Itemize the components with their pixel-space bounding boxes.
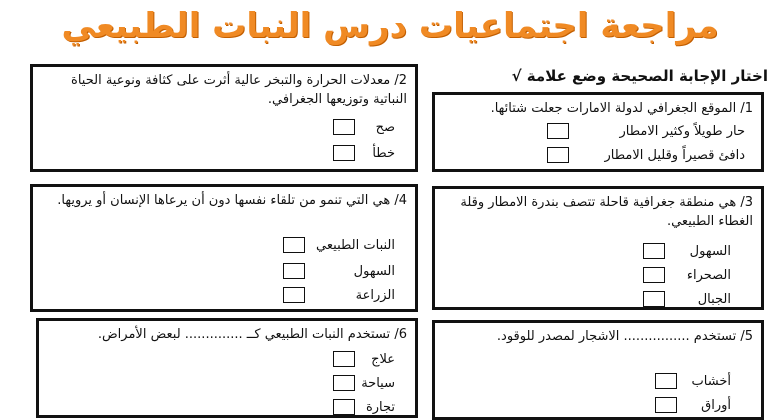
answer-checkbox[interactable] xyxy=(643,243,665,259)
question-text: 6/ تستخدم النبات الطبيعي كــ .............. لبعض الأمراض. xyxy=(97,327,407,342)
question-box-5 xyxy=(432,320,764,420)
option-label: النبات الطبيعي xyxy=(316,238,395,253)
option-label: علاج xyxy=(371,352,395,367)
answer-option xyxy=(445,123,745,141)
question-text: 2/ معدلات الحرارة والتبخر عالية أثرت على كثافة ونوعية الحياة النباتية وتوزيعها الجغرافي. xyxy=(71,73,407,107)
answer-checkbox[interactable] xyxy=(283,237,305,253)
answer-option xyxy=(195,145,395,163)
option-label: السهول xyxy=(689,244,731,259)
option-label: السهول xyxy=(353,264,395,279)
answer-checkbox[interactable] xyxy=(333,399,355,415)
question-box-1 xyxy=(432,92,764,172)
answer-option xyxy=(471,267,731,285)
question-box-2 xyxy=(30,64,418,172)
answer-checkbox[interactable] xyxy=(333,375,355,391)
answer-checkbox[interactable] xyxy=(547,123,569,139)
answer-checkbox[interactable] xyxy=(333,119,355,135)
question-box-6 xyxy=(36,318,418,418)
answer-checkbox[interactable] xyxy=(547,147,569,163)
question-text: 3/ هي منطقة جغرافية قاحلة تتصف بندرة الامطار وقلة الغطاء الطبيعي. xyxy=(460,195,753,229)
answer-option xyxy=(471,397,731,415)
answer-checkbox[interactable] xyxy=(283,287,305,303)
answer-option xyxy=(471,373,731,391)
answer-option xyxy=(445,147,745,165)
answer-checkbox[interactable] xyxy=(643,291,665,307)
answer-checkbox[interactable] xyxy=(655,373,677,389)
option-label: صح xyxy=(375,120,395,135)
answer-option xyxy=(195,263,395,281)
option-label: دافئ قصيراً وقليل الامطار xyxy=(604,148,745,163)
answer-option xyxy=(195,351,395,369)
answer-option xyxy=(195,287,395,305)
question-box-4 xyxy=(30,184,418,312)
answer-option xyxy=(195,237,395,255)
answer-option xyxy=(471,291,731,309)
answer-checkbox[interactable] xyxy=(655,397,677,413)
question-text: 1/ الموقع الجغرافي لدولة الامارات جعلت شتائها. xyxy=(490,101,753,116)
option-label: سياحة xyxy=(361,376,395,391)
option-label: أخشاب xyxy=(691,374,731,389)
option-label: الجبال xyxy=(697,292,731,307)
answer-option xyxy=(195,375,395,393)
instruction-text: اختار الإجابة الصحيحة وضع علامة √ xyxy=(511,67,768,85)
answer-option xyxy=(471,243,731,261)
question-text: 4/ هي التي تنمو من تلقاء نفسها دون أن يرعاها الإنسان أو يرويها. xyxy=(57,193,407,208)
option-label: الصحراء xyxy=(686,268,731,283)
answer-checkbox[interactable] xyxy=(283,263,305,279)
option-label: حار طويلاً وكثير الامطار xyxy=(619,124,745,139)
option-label: خطأ xyxy=(372,146,395,161)
answer-checkbox[interactable] xyxy=(333,351,355,367)
answer-option xyxy=(195,399,395,417)
option-label: الزراعة xyxy=(355,288,395,303)
answer-option xyxy=(195,119,395,137)
question-box-3 xyxy=(432,186,764,310)
option-label: أوراق xyxy=(701,398,731,413)
page-title: مراجعة اجتماعيات درس النبات الطبيعي xyxy=(61,6,719,46)
answer-checkbox[interactable] xyxy=(333,145,355,161)
option-label: تجارة xyxy=(365,400,395,415)
question-text: 5/ تستخدم ................ الاشجار لمصدر للوقود. xyxy=(496,329,753,344)
answer-checkbox[interactable] xyxy=(643,267,665,283)
